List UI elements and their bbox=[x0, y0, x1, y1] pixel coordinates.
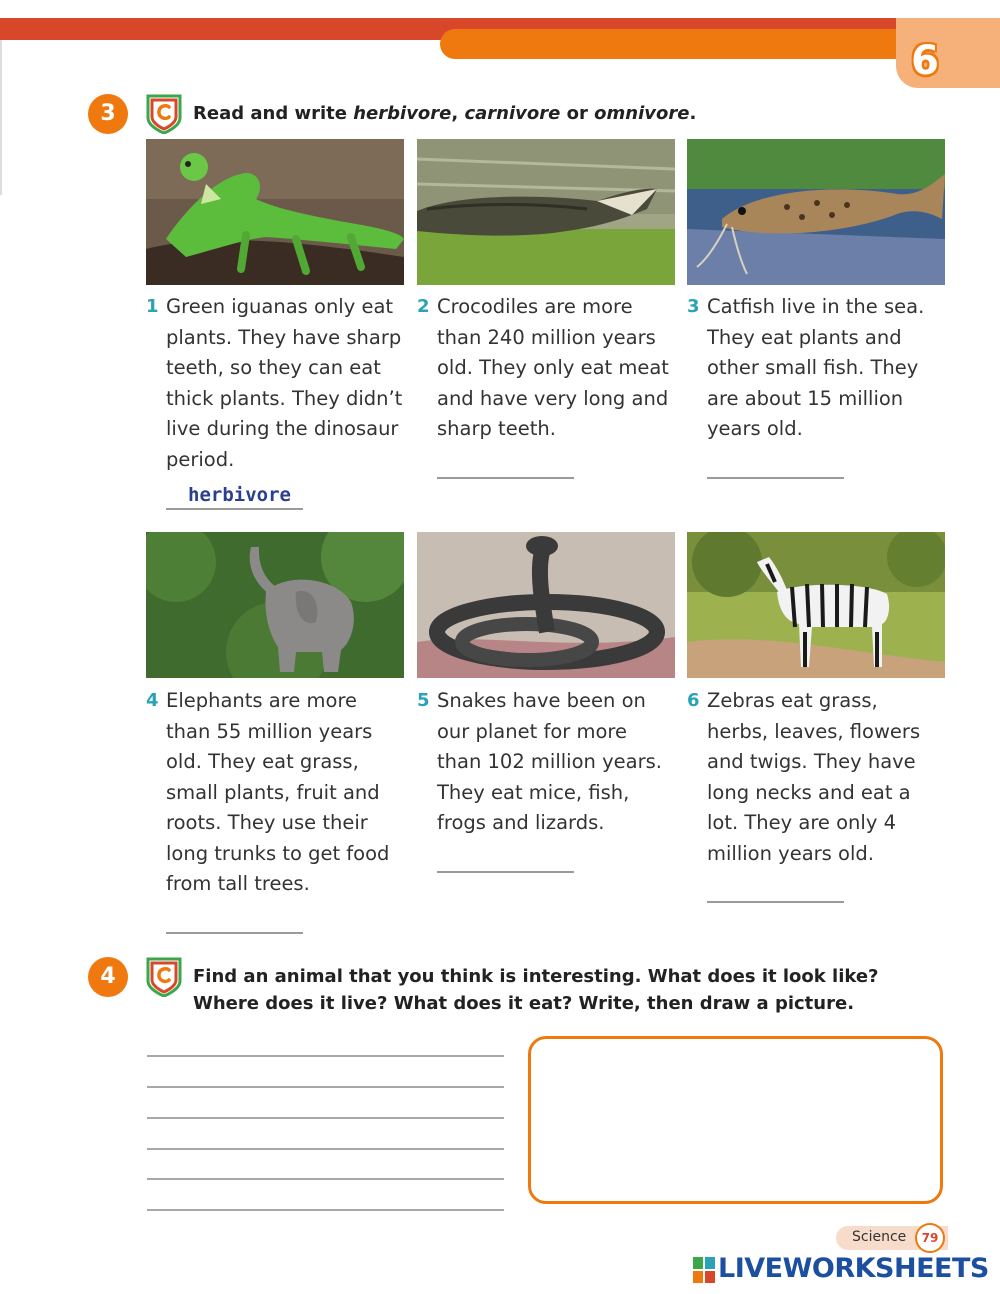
item-text: Catfish live in the sea. They eat plants and other small fish. They are about 15 million years old. bbox=[707, 295, 925, 440]
item-number: 5 bbox=[417, 690, 430, 711]
liveworksheets-brand[interactable]: LIVEWORKSHEETS bbox=[718, 1253, 989, 1284]
page-number: 79 bbox=[915, 1223, 945, 1253]
writing-line[interactable] bbox=[147, 1117, 504, 1119]
item-number: 2 bbox=[417, 296, 430, 317]
liveworksheets-logo-icon bbox=[693, 1257, 715, 1283]
instruction-text: or bbox=[560, 103, 595, 124]
answer-1-line[interactable] bbox=[166, 508, 303, 510]
item-text: Zebras eat grass, herbs, leaves, flowers and twigs. They have long necks and eat a lot. They are only 4 million years old. bbox=[707, 689, 921, 865]
instruction-text: Read and write bbox=[193, 103, 354, 124]
item-text: Crocodiles are more than 240 million years old. They only eat meat and have very long and sharp teeth. bbox=[437, 295, 669, 440]
item-5 bbox=[417, 686, 675, 839]
critical-thinking-badge-icon bbox=[146, 957, 182, 997]
exercise-3-instruction bbox=[193, 100, 696, 127]
writing-line[interactable] bbox=[147, 1209, 504, 1211]
answer-5-line[interactable] bbox=[437, 871, 574, 873]
drawing-box[interactable] bbox=[528, 1036, 943, 1204]
top-orange-bar bbox=[440, 29, 910, 59]
left-margin-rule bbox=[0, 40, 2, 195]
item-number: 1 bbox=[146, 296, 159, 317]
item-text: Elephants are more than 55 million years old. They eat grass, small plants, fruit and roots. They use their long trunks to get food from tall trees. bbox=[166, 689, 390, 895]
instruction-line-2: Where does it live? What does it eat? Write, then draw a picture. bbox=[193, 993, 855, 1014]
unit-number: 6 bbox=[911, 38, 939, 84]
answer-6-line[interactable] bbox=[707, 901, 844, 903]
writing-line[interactable] bbox=[147, 1178, 504, 1180]
item-text: Green iguanas only eat plants. They have sharp teeth, so they can eat thick plants. They didn’t live during the dinosaur period. bbox=[166, 295, 403, 471]
instruction-word-omnivore: omnivore bbox=[594, 103, 690, 124]
exercise-4-number: 4 bbox=[88, 957, 128, 997]
item-1 bbox=[146, 292, 404, 475]
answer-2-line[interactable] bbox=[437, 477, 574, 479]
instruction-text: . bbox=[689, 103, 697, 124]
critical-thinking-badge-icon bbox=[146, 94, 182, 134]
item-number: 4 bbox=[146, 690, 159, 711]
instruction-word-carnivore: carnivore bbox=[464, 103, 561, 124]
item-number: 6 bbox=[687, 690, 700, 711]
answer-4-line[interactable] bbox=[166, 932, 303, 934]
item-text: Snakes have been on our planet for more than 102 million years. They eat mice, fish, frogs and lizards. bbox=[437, 689, 662, 834]
instruction-text: , bbox=[451, 103, 465, 124]
crocodile-photo bbox=[417, 139, 675, 285]
writing-line[interactable] bbox=[147, 1086, 504, 1088]
writing-line[interactable] bbox=[147, 1055, 504, 1057]
instruction-word-herbivore: herbivore bbox=[353, 103, 452, 124]
instruction-line-1: Find an animal that you think is interesting. What does it look like? bbox=[193, 966, 879, 987]
exercise-3-number: 3 bbox=[88, 94, 128, 134]
zebra-photo bbox=[687, 532, 945, 678]
item-2 bbox=[417, 292, 675, 445]
snake-photo bbox=[417, 532, 675, 678]
writing-line[interactable] bbox=[147, 1148, 504, 1150]
catfish-photo bbox=[687, 139, 945, 285]
elephant-photo bbox=[146, 532, 404, 678]
item-4 bbox=[146, 686, 404, 900]
exercise-4-instruction bbox=[193, 963, 879, 1017]
item-6 bbox=[687, 686, 945, 869]
answer-1-text[interactable]: herbivore bbox=[188, 484, 291, 506]
answer-3-line[interactable] bbox=[707, 477, 844, 479]
iguana-photo bbox=[146, 139, 404, 285]
item-number: 3 bbox=[687, 296, 700, 317]
footer-subject: Science bbox=[852, 1229, 907, 1245]
item-3 bbox=[687, 292, 945, 445]
